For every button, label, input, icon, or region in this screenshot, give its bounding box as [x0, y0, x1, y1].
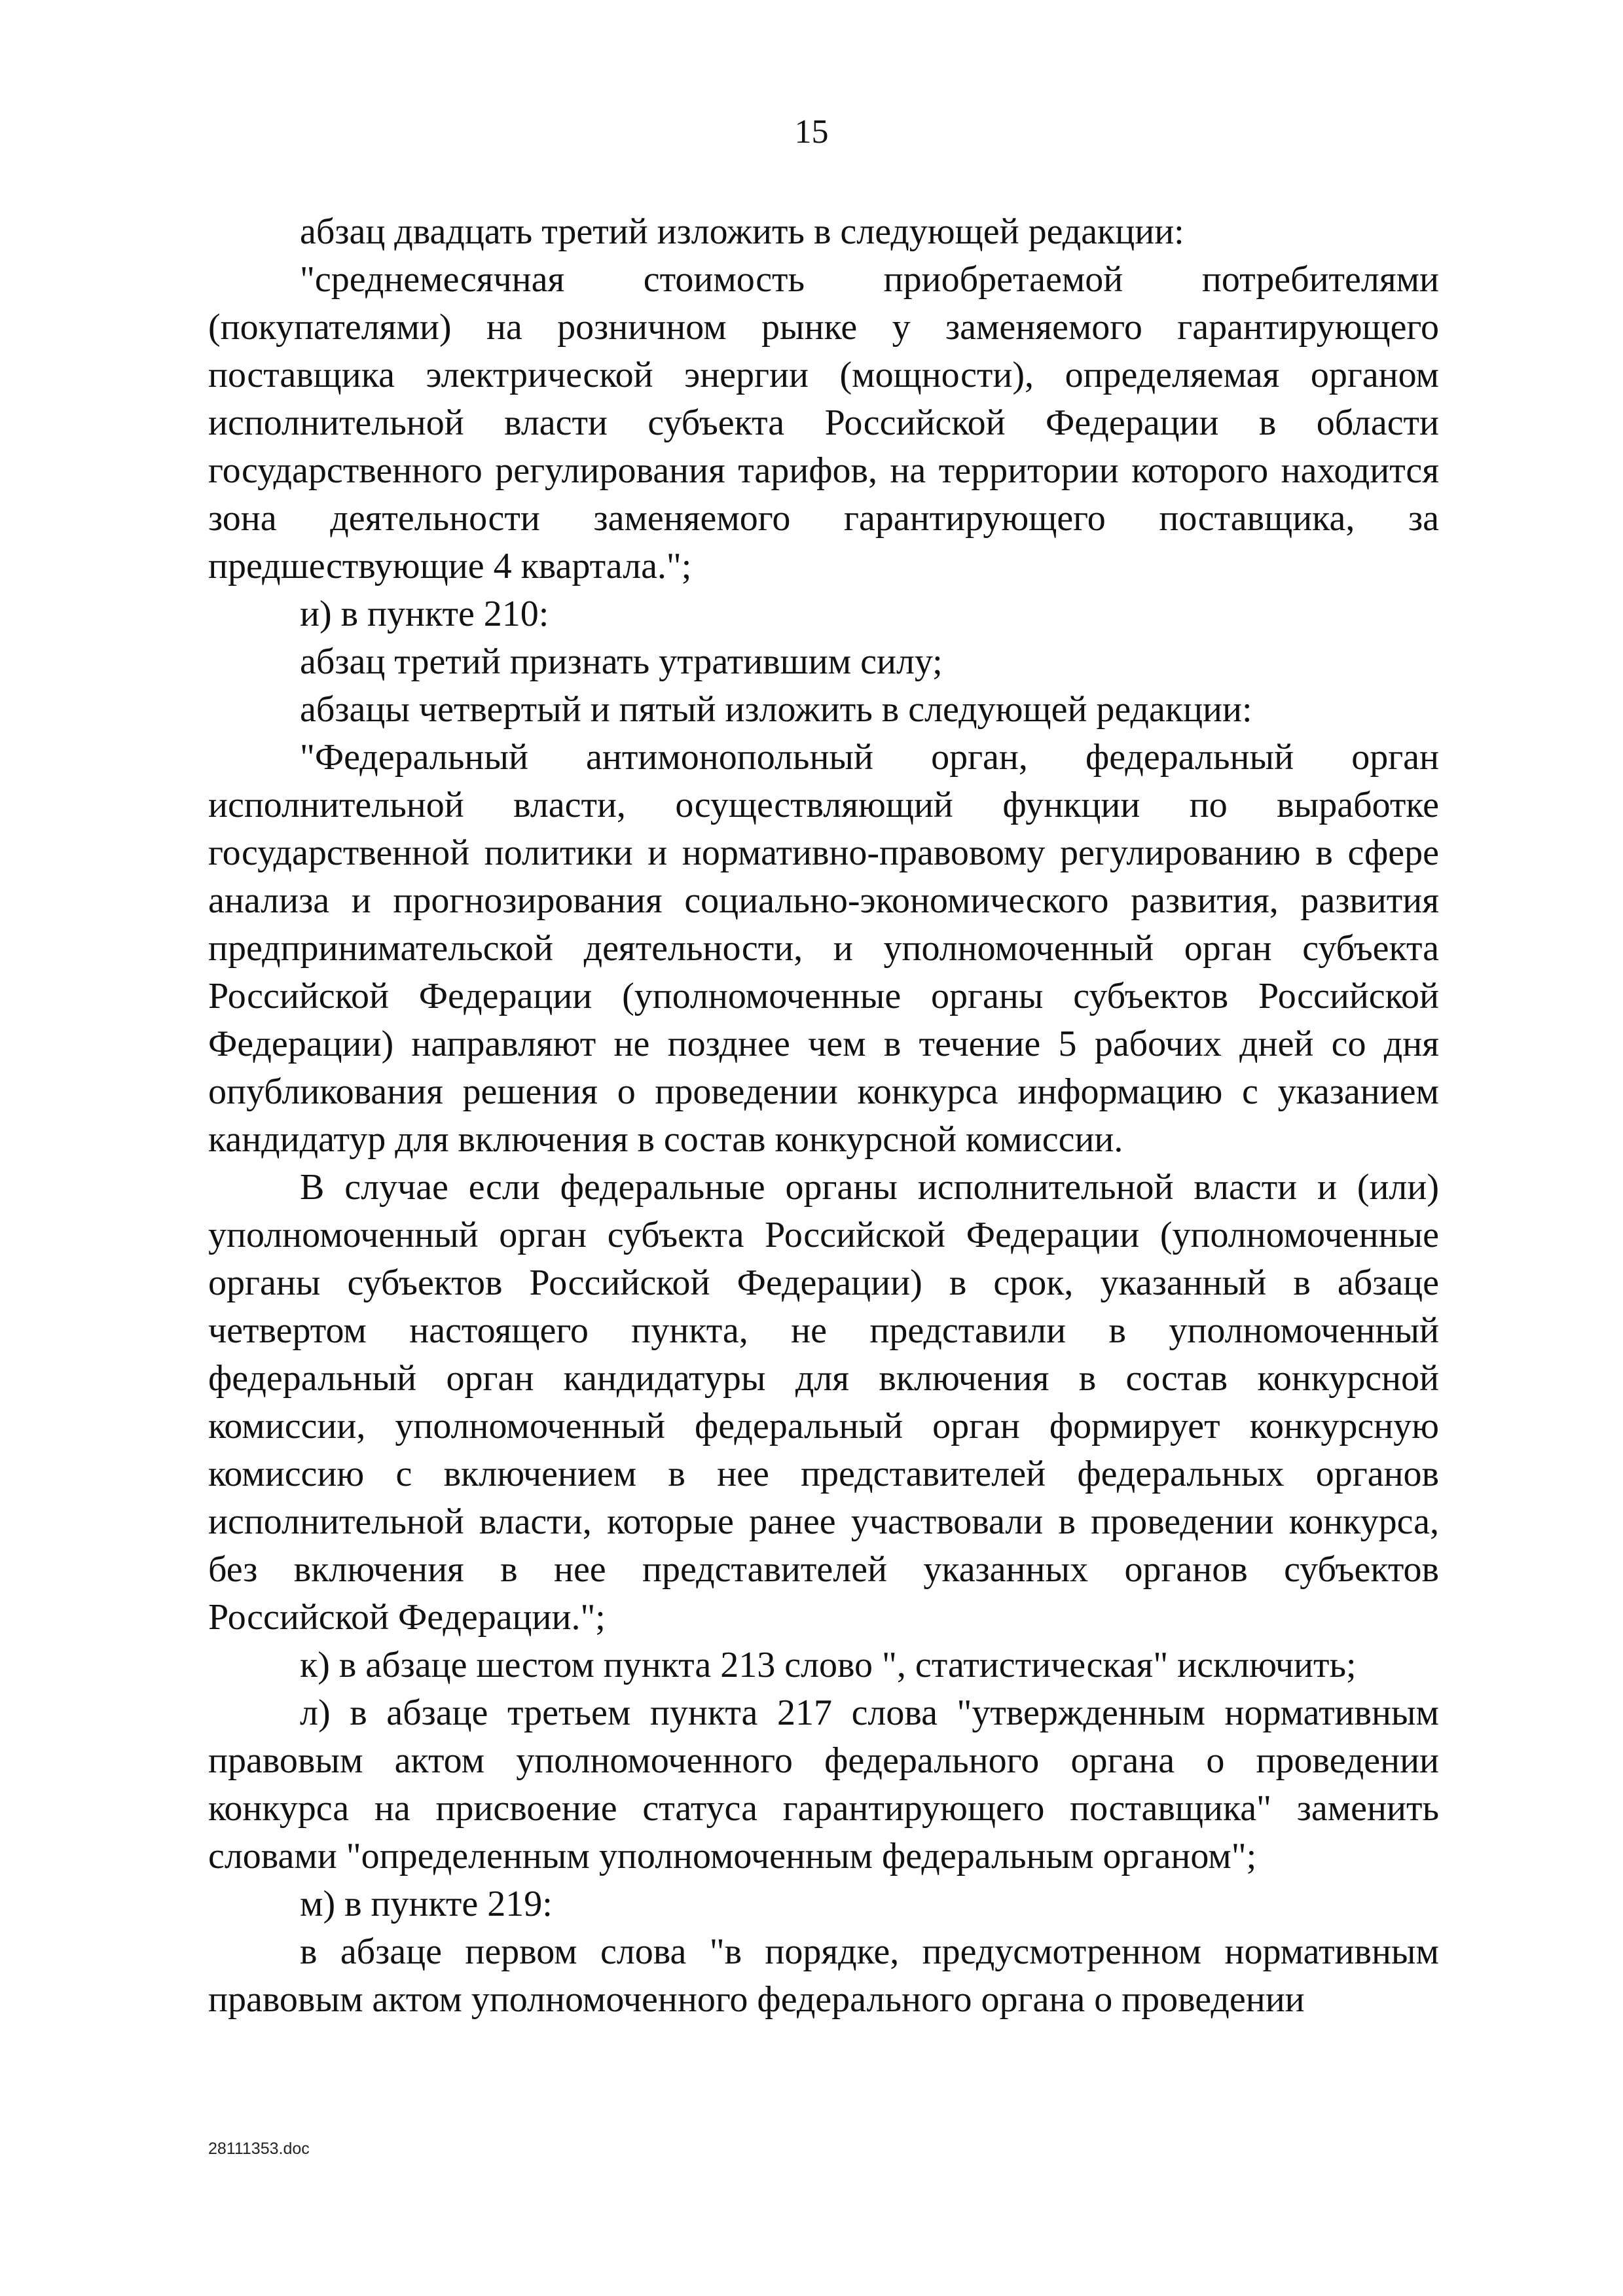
paragraph: "Федеральный антимонопольный орган, федеральный орган исполнительной власти, осуществляющий функции по выработке государственной политики и нормативно-правовому регулированию в сфере анализа и прогнозирования социально-экономического развития, развития предпринимательской деятельности, и уполномоченный орган субъекта Российской Федерации (уполномоченные органы субъектов Российской Федерации) направляют не позднее чем в течение 5 рабочих дней со дня опубликования решения о проведении конкурса информацию с указанием кандидатур для включения в состав конкурсной комиссии. — [208, 737, 1439, 1160]
paragraph: абзац третий признать утратившим силу; — [300, 641, 943, 682]
footer-file-name: 28111353.doc — [208, 2140, 310, 2158]
paragraph: к) в абзаце шестом пункта 213 слово ", статистическая" исключить; — [300, 1645, 1357, 1685]
paragraph: и) в пункте 210: — [300, 594, 549, 634]
paragraph: м) в пункте 219: — [300, 1884, 553, 1924]
paragraph: абзац двадцать третий изложить в следующей редакции: — [300, 211, 1184, 252]
paragraph: "среднемесячная стоимость приобретаемой потребителями (покупателями) на розничном рынке у заменяемого гарантирующего поставщика электрической энергии (мощности), определяемая органом исполнительной власти субъекта Российской Федерации в области государственного регулирования тарифов, на территории которого находится зона деятельности заменяемого гарантирующего поставщика, за предшествующие 4 квартала."; — [208, 259, 1439, 586]
document-body — [208, 208, 1439, 2024]
paragraph: В случае если федеральные органы исполнительной власти и (или) уполномоченный орган субъекта Российской Федерации (уполномоченные органы субъектов Российской Федерации) в срок, указанный в абзаце четвертом настоящего пункта, не представили в уполномоченный федеральный орган кандидатуры для включения в состав конкурсной комиссии, уполномоченный федеральный орган формирует конкурсную комиссию с включением в нее представителей федеральных органов исполнительной власти, которые ранее участвовали в проведении конкурса, без включения в нее представителей указанных органов субъектов Российской Федерации."; — [208, 1167, 1439, 1638]
paragraph: абзацы четвертый и пятый изложить в следующей редакции: — [300, 689, 1252, 730]
paragraph: л) в абзаце третьем пункта 217 слова "утвержденным нормативным правовым актом уполномоченного федерального органа о проведении конкурса на присвоение статуса гарантирующего поставщика" заменить словами "определенным уполномоченным федеральным органом"; — [208, 1693, 1439, 1876]
paragraph: в абзаце первом слова "в порядке, предусмотренном нормативным правовым актом уполномоченного федерального органа о проведении — [208, 1931, 1439, 2020]
page-number: 15 — [794, 113, 829, 151]
